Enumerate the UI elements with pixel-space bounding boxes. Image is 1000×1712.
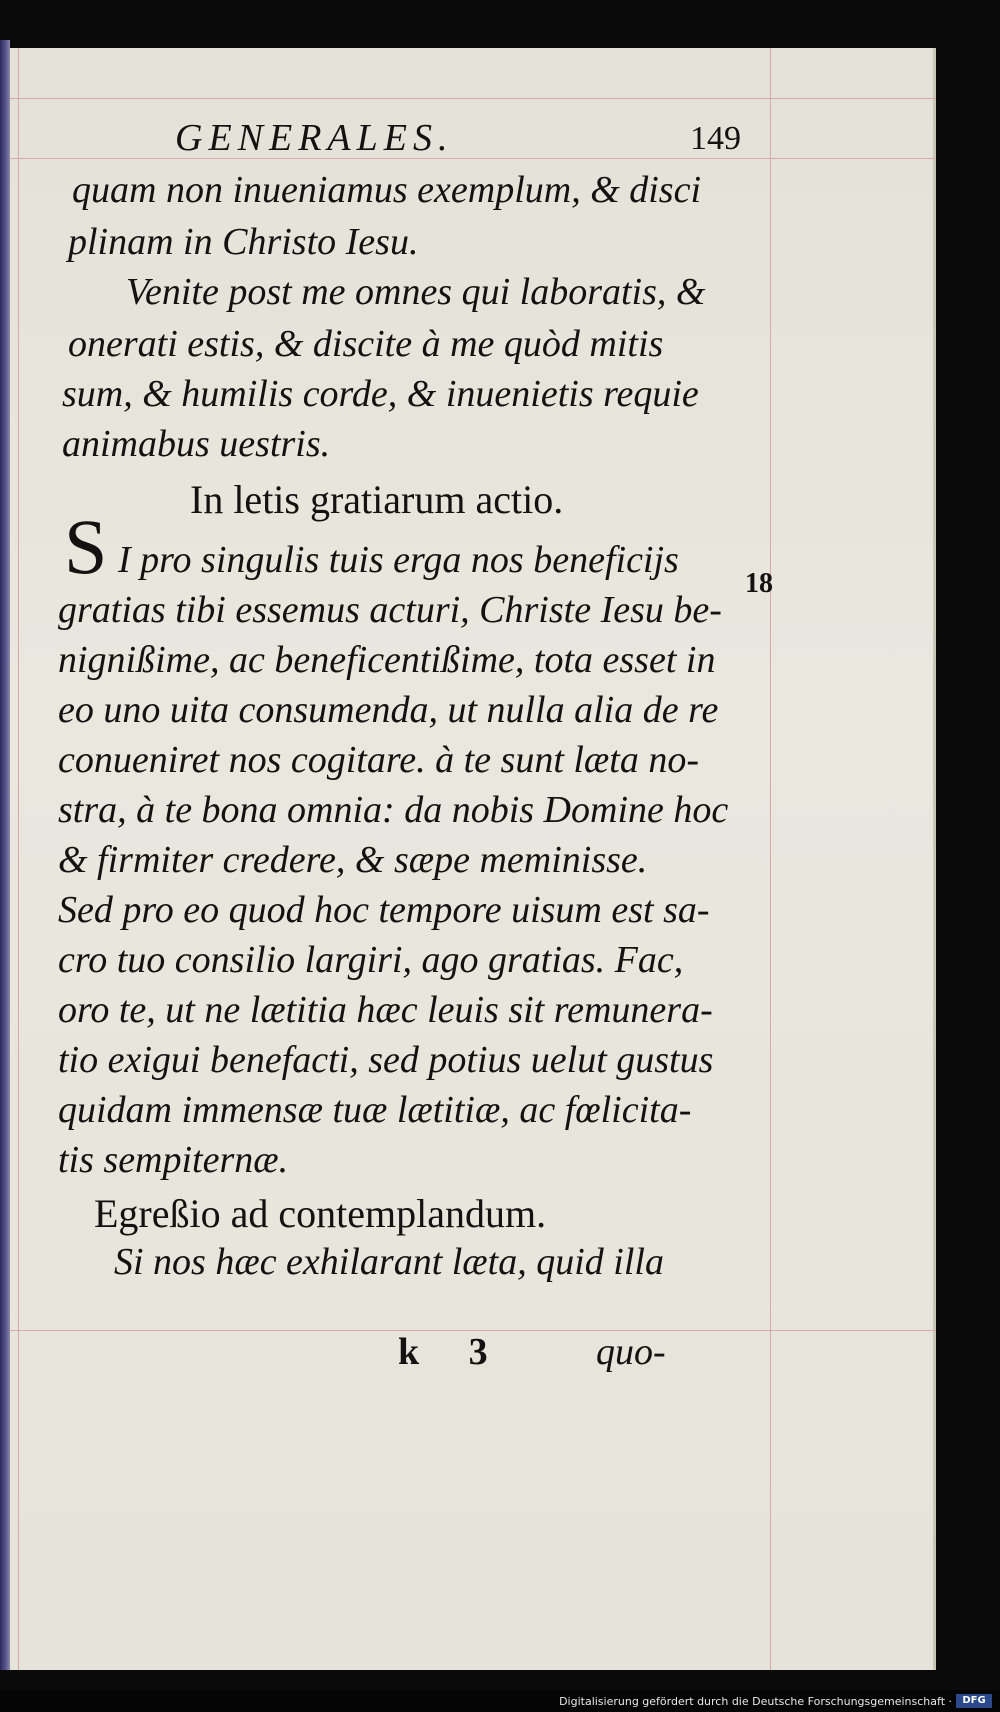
section-heading: Egreßio ad contemplandum. xyxy=(94,1191,547,1236)
text-line: stra, à te bona omnia: da nobis Domine hoc xyxy=(58,789,729,831)
text-line: Sed pro eo quod hoc tempore uisum est sa- xyxy=(58,889,710,931)
text-line: eo uno uita consumenda, ut nulla alia de re xyxy=(58,689,719,731)
ruled-line-top xyxy=(10,98,936,99)
text-line: Venite post me omnes qui laboratis, & xyxy=(126,271,706,313)
catchword: quo- xyxy=(596,1331,666,1373)
text-line: I pro singulis tuis erga nos beneficijs xyxy=(118,539,679,581)
text-line: quam non inueniamus exemplum, & disci xyxy=(72,169,702,211)
section-heading: In letis gratiarum actio. xyxy=(190,477,564,522)
text-line: gratias tibi essemus acturi, Christe Iesu be- xyxy=(58,589,722,631)
ruled-line-head xyxy=(10,158,936,159)
book-page xyxy=(10,48,936,1670)
drop-cap: S xyxy=(64,503,108,590)
ruled-line-right xyxy=(770,48,771,1670)
ruled-line-left xyxy=(18,48,19,1670)
text-line: tio exigui benefacti, sed potius uelut gustus xyxy=(58,1039,714,1081)
page-number: 149 xyxy=(690,120,741,157)
text-line: plinam in Christo Iesu. xyxy=(68,221,419,263)
text-line: cro tuo consilio largiri, ago gratias. Fac, xyxy=(58,939,684,981)
text-line: onerati estis, & discite à me quòd mitis xyxy=(68,323,664,365)
text-line: nignißime, ac beneficentißime, tota esset in xyxy=(58,639,716,681)
text-line: sum, & humilis corde, & inuenietis requie xyxy=(62,373,699,415)
dfg-logo: DFG xyxy=(956,1694,992,1708)
text-line: oro te, ut ne lætitia hæc leuis sit remunera- xyxy=(58,989,713,1031)
text-line: conueniret nos cogitare. à te sunt læta no- xyxy=(58,739,699,781)
text-line: animabus uestris. xyxy=(62,423,331,465)
digitization-credit: Digitalisierung gefördert durch die Deutsche Forschungsgemeinschaft · xyxy=(559,1695,952,1708)
text-line: Si nos hæc exhilarant læta, quid illa xyxy=(114,1241,664,1283)
running-head: GENERALES. xyxy=(175,117,454,159)
text-line: quidam immensæ tuæ lætitiæ, ac fœlicita- xyxy=(58,1089,692,1131)
book-fore-edge xyxy=(0,40,10,1670)
margin-note: 18 xyxy=(745,568,773,599)
text-line: & firmiter credere, & sæpe meminisse. xyxy=(58,839,648,881)
signature-mark: k 3 xyxy=(398,1331,488,1373)
text-line: tis sempiternæ. xyxy=(58,1139,289,1181)
